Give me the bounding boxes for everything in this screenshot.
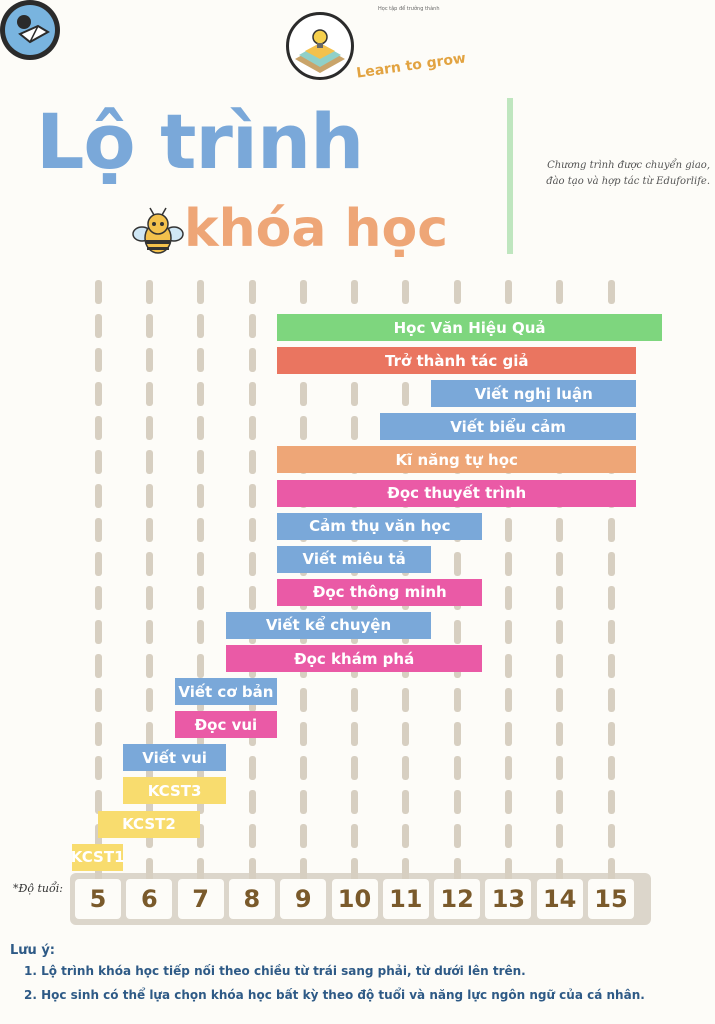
grid-dash (505, 824, 512, 848)
grid-dash (249, 552, 256, 576)
age-tick: 11 (383, 879, 429, 919)
grid-dash (300, 790, 307, 814)
grid-dash (402, 756, 409, 780)
grid-dash (300, 416, 307, 440)
grid-dash (95, 688, 102, 712)
grid-dash (505, 790, 512, 814)
grid-dash (505, 586, 512, 610)
course-bar: Viết vui (123, 744, 226, 771)
grid-dash (95, 484, 102, 508)
grid-dash (454, 688, 461, 712)
grid-dash (556, 620, 563, 644)
course-bar: Viết miêu tả (277, 546, 431, 573)
grid-dash (249, 348, 256, 372)
grid-dash (454, 756, 461, 780)
grid-dash (505, 654, 512, 678)
grid-dash (556, 722, 563, 746)
grid-dash (249, 824, 256, 848)
age-tick: 15 (588, 879, 634, 919)
grid-dash (505, 756, 512, 780)
course-bar: Viết biểu cảm (380, 413, 637, 440)
course-bar: KCST2 (98, 811, 201, 838)
course-bar: Trở thành tác giả (277, 347, 636, 374)
grid-dash (556, 280, 563, 304)
course-bar: Viết cơ bản (175, 678, 278, 705)
logo-small-text: Học tập để trưởng thành (378, 6, 440, 12)
course-bar: KCST3 (123, 777, 226, 804)
grid-dash (556, 756, 563, 780)
grid-dash (197, 484, 204, 508)
course-bar: KCST1 (72, 844, 123, 871)
course-bar: Viết kể chuyện (226, 612, 431, 639)
page-title: Lộ trình (36, 97, 364, 186)
age-tick: 10 (332, 879, 378, 919)
grid-dash (608, 790, 615, 814)
grid-dash (95, 654, 102, 678)
grid-dash (95, 348, 102, 372)
grid-dash (300, 688, 307, 712)
bee-icon (132, 206, 184, 262)
grid-dash (454, 620, 461, 644)
note-item-1: 1. Lộ trình khóa học tiếp nối theo chiều từ trái sang phải, từ dưới lên trên. (24, 964, 526, 978)
grid-dash (608, 620, 615, 644)
grid-dash (556, 688, 563, 712)
grid-dash (608, 688, 615, 712)
note-item-2: 2. Học sinh có thể lựa chọn khóa học bất kỳ theo độ tuổi và năng lực ngôn ngữ của cá nhân. (24, 988, 645, 1002)
title-divider (507, 98, 513, 254)
notes-title: Lưu ý: (10, 943, 55, 958)
course-bar: Học Văn Hiệu Quả (277, 314, 662, 341)
grid-dash (402, 280, 409, 304)
grid-dash (505, 280, 512, 304)
grid-dash (197, 416, 204, 440)
grid-dash (146, 348, 153, 372)
age-tick: 12 (434, 879, 480, 919)
grid-dash (197, 586, 204, 610)
grid-dash (197, 348, 204, 372)
grid-dash (351, 382, 358, 406)
school-logo (286, 12, 354, 80)
grid-dash (505, 552, 512, 576)
grid-dash (146, 518, 153, 542)
grid-dash (146, 280, 153, 304)
course-bar: Viết nghị luận (431, 380, 636, 407)
grid-dash (249, 756, 256, 780)
age-axis-label: *Độ tuổi: (13, 882, 63, 895)
lightbulb-book-icon (289, 15, 351, 77)
grid-dash (95, 314, 102, 338)
grid-dash (146, 620, 153, 644)
grid-dash (402, 824, 409, 848)
grid-dash (146, 586, 153, 610)
page-title-line2: khóa học (184, 199, 449, 259)
course-bar: Kĩ năng tự học (277, 446, 636, 473)
grid-dash (300, 824, 307, 848)
grid-dash (95, 450, 102, 474)
grid-dash (146, 484, 153, 508)
grid-dash (608, 722, 615, 746)
grid-dash (300, 280, 307, 304)
age-tick: 8 (229, 879, 275, 919)
grid-dash (556, 586, 563, 610)
grid-dash (146, 450, 153, 474)
grid-dash (556, 518, 563, 542)
grid-dash (197, 280, 204, 304)
grid-dash (505, 722, 512, 746)
age-tick: 5 (75, 879, 121, 919)
grid-dash (351, 824, 358, 848)
grid-dash (505, 518, 512, 542)
grid-dash (402, 790, 409, 814)
grid-dash (249, 280, 256, 304)
grid-dash (197, 654, 204, 678)
course-bar: Đọc vui (175, 711, 278, 738)
grid-dash (146, 416, 153, 440)
grid-dash (608, 552, 615, 576)
grid-dash (197, 450, 204, 474)
grid-dash (146, 382, 153, 406)
grid-dash (556, 790, 563, 814)
grid-dash (249, 586, 256, 610)
grid-dash (95, 382, 102, 406)
grid-dash (95, 756, 102, 780)
grid-dash (556, 824, 563, 848)
grid-dash (402, 382, 409, 406)
grid-dash (197, 620, 204, 644)
grid-dash (197, 552, 204, 576)
grid-dash (454, 790, 461, 814)
grid-dash (608, 824, 615, 848)
age-tick: 14 (537, 879, 583, 919)
grid-dash (608, 586, 615, 610)
grid-dash (146, 654, 153, 678)
grid-dash (95, 552, 102, 576)
grid-dash (146, 314, 153, 338)
grid-dash (505, 620, 512, 644)
age-tick: 9 (280, 879, 326, 919)
grid-dash (454, 552, 461, 576)
age-tick: 7 (178, 879, 224, 919)
grid-dash (351, 416, 358, 440)
grid-dash (95, 722, 102, 746)
age-tick: 6 (126, 879, 172, 919)
grid-dash (249, 450, 256, 474)
grid-dash (608, 518, 615, 542)
age-tick: 13 (485, 879, 531, 919)
grid-dash (95, 586, 102, 610)
grid-dash (556, 654, 563, 678)
grid-dash (402, 722, 409, 746)
grid-dash (454, 824, 461, 848)
grid-dash (249, 518, 256, 542)
course-bar: Đọc thông minh (277, 579, 482, 606)
grid-dash (556, 552, 563, 576)
grid-dash (249, 790, 256, 814)
grid-dash (95, 518, 102, 542)
grid-dash (351, 722, 358, 746)
grid-dash (300, 722, 307, 746)
grid-dash (300, 382, 307, 406)
course-bar: Đọc thuyết trình (277, 480, 636, 507)
grid-dash (249, 416, 256, 440)
logo-tagline: Learn to grow (355, 50, 467, 82)
grid-dash (454, 722, 461, 746)
grid-dash (146, 688, 153, 712)
grid-dash (608, 654, 615, 678)
grid-dash (197, 518, 204, 542)
grid-dash (146, 552, 153, 576)
grid-dash (402, 688, 409, 712)
grid-dash (249, 484, 256, 508)
grid-dash (505, 688, 512, 712)
course-bar: Đọc khám phá (226, 645, 483, 672)
grid-dash (197, 314, 204, 338)
reading-logo (0, 0, 60, 60)
grid-dash (249, 382, 256, 406)
grid-dash (146, 722, 153, 746)
grid-dash (351, 790, 358, 814)
grid-dash (351, 688, 358, 712)
grid-dash (95, 620, 102, 644)
course-bar: Cảm thụ văn học (277, 513, 482, 540)
open-book-icon (8, 10, 54, 50)
grid-dash (95, 416, 102, 440)
program-note-line2: đào tạo và hợp tác từ Eduforlife. (546, 176, 710, 187)
grid-dash (300, 756, 307, 780)
grid-dash (249, 314, 256, 338)
grid-dash (608, 756, 615, 780)
grid-dash (454, 280, 461, 304)
grid-dash (351, 280, 358, 304)
grid-dash (608, 280, 615, 304)
program-note-line1: Chương trình được chuyển giao, (547, 160, 710, 171)
program-note (520, 158, 710, 190)
grid-dash (197, 382, 204, 406)
grid-dash (351, 756, 358, 780)
grid-dash (95, 280, 102, 304)
